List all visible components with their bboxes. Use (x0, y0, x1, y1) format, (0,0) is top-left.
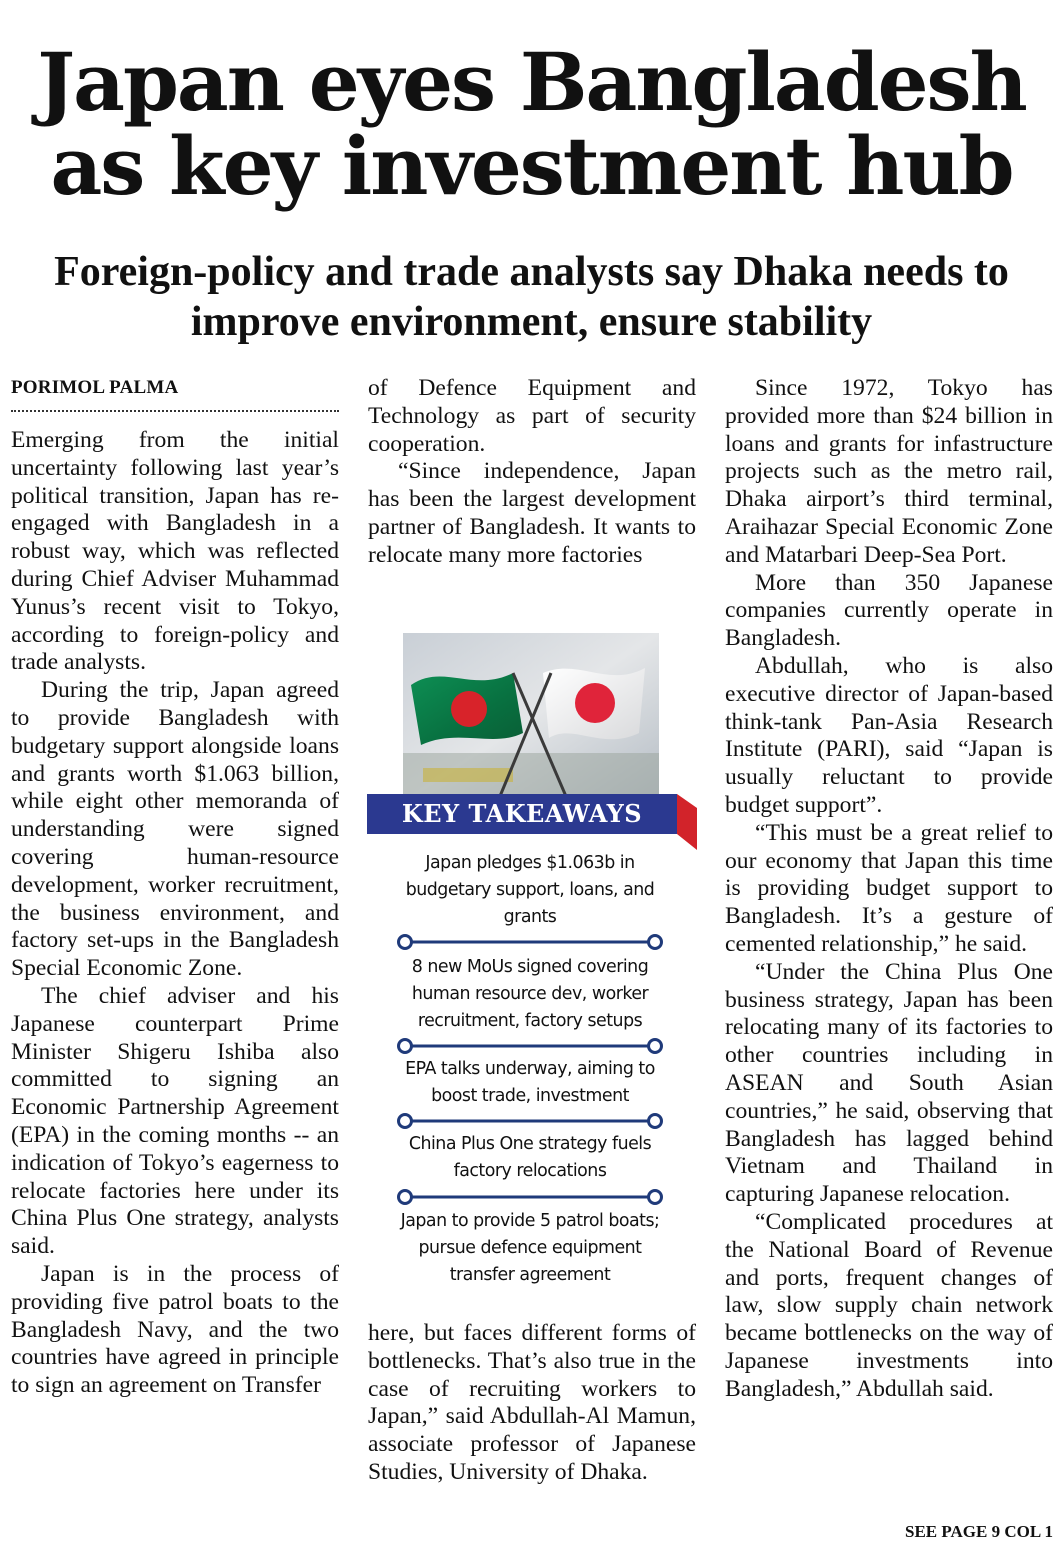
bangladesh-japan-flags-image (403, 633, 659, 803)
takeaway-separator (395, 933, 665, 951)
byline-dotted-rule (11, 410, 339, 412)
headline-line-2: as key investment hub (50, 119, 1013, 213)
key-takeaways-title: KEY TAKEAWAYS (401, 799, 643, 828)
takeaway-separator (395, 1037, 665, 1055)
takeaway-item: China Plus One strategy fuels factory relocations (408, 1134, 652, 1181)
byline: PORIMOL PALMA (11, 377, 179, 398)
takeaway-item: EPA talks underway, aiming to boost trade, investment (405, 1059, 655, 1106)
paragraph: More than 350 Japanese companies currently operate in Bangladesh. (725, 569, 1053, 652)
takeaway-item: 8 new MoUs signed covering human resource dev, worker recruitment, factory setups (411, 957, 649, 1031)
subheadline-line-1: Foreign-policy and trade analysts say Dhaka needs to (54, 249, 1009, 295)
flags-photo (403, 633, 659, 803)
japan-flag-disc (575, 683, 615, 723)
paragraph: Japan is in the process of providing five patrol boats to the Bangladesh Navy, and the two countries have agreed in principle to sign an agreement on Transfer (11, 1260, 339, 1399)
paragraph: of Defence Equipment and Technology as part of security cooperation. (368, 375, 696, 457)
paragraph: “Complicated procedures at the National Board of Revenue and ports, frequent changes of law, slow supply chain network became bottlenecks on the way of Japanese investments into Bangladesh,” Abdullah said. (725, 1208, 1053, 1402)
article-column-2-bottom (368, 1320, 696, 1550)
paragraph: “Under the China Plus One business strategy, Japan has been relocating many of its factories to other countries including in ASEAN and South Asian countries,” he said, observing that Bangladesh has lagged behind Vietnam and Thailand in capturing Japanese relocation. (725, 958, 1053, 1208)
bangladesh-flag-disc (451, 691, 487, 727)
key-takeaways-banner (367, 794, 697, 834)
paragraph: During the trip, Japan agreed to provide Bangladesh with budgetary support alongside loans and grants worth $1.063 billion, while eight other memoranda of understanding were signed covering human-resource development, worker recruitment, the business environment, and factory set-ups in the Bangladesh Special Economic Zone. (11, 677, 339, 982)
subheadline-line-2: improve environment, ensure stability (190, 299, 873, 345)
article-column-3 (725, 375, 1053, 1537)
article-column-1 (11, 427, 339, 1552)
paragraph: The chief adviser and his Japanese counterpart Prime Minister Shigeru Ishiba also committed to signing an Economic Partnership Agreement (EPA) in the coming months -- an indication of Tokyo’s eagerness to relocate factories here under its China Plus One strategy, analysts said. (11, 982, 339, 1260)
paragraph: here, but faces different forms of bottlenecks. That’s also true in the case of recruiting workers to Japan,” said Abdullah-Al Mamun, associate professor of Japanese Studies, University of Dhaka. (368, 1320, 696, 1485)
continuation-jump-line: SEE PAGE 9 COL 1 (905, 1522, 1053, 1541)
headline-line-1: Japan eyes Bangladesh (37, 35, 1026, 129)
headline (0, 35, 1063, 213)
paragraph: Since 1972, Tokyo has provided more than $24 billion in loans and grants for infastructure projects such as the metro rail, Dhaka airport’s third terminal, Araihazar Special Economic Zone and Matarbari Deep-Sea Port. (725, 375, 1053, 568)
subheadline (0, 247, 1063, 347)
takeaway-separator (395, 1188, 665, 1206)
paragraph: Abdullah, who is also executive director of Japan-based think-tank Pan-Asia Research Institute (PARI), said “Japan is usually reluctant to provide budget support”. (725, 652, 1053, 818)
paragraph: “This must be a great relief to our economy that Japan this time is providing budget support to Bangladesh. It’s a gesture of cemented relationship,” he said. (725, 819, 1053, 957)
paragraph: “Since independence, Japan has been the largest development partner of Bangladesh. It wants to relocate many more factories (368, 458, 696, 568)
article-column-2-top (368, 375, 696, 601)
takeaway-item: Japan to provide 5 patrol boats; pursue defence equipment transfer agreement (400, 1211, 660, 1285)
takeaway-separator (395, 1112, 665, 1130)
paragraph: Emerging from the initial uncertainty following last year’s political transition, Japan has re-engaged with Bangladesh in a robust way, which was reflected during Chief Adviser Muhammad Yunus’s recent visit to Tokyo, according to foreign-policy and trade analysts. (11, 427, 339, 676)
takeaway-item: Japan pledges $1.063b in budgetary support, loans, and grants (405, 853, 655, 927)
